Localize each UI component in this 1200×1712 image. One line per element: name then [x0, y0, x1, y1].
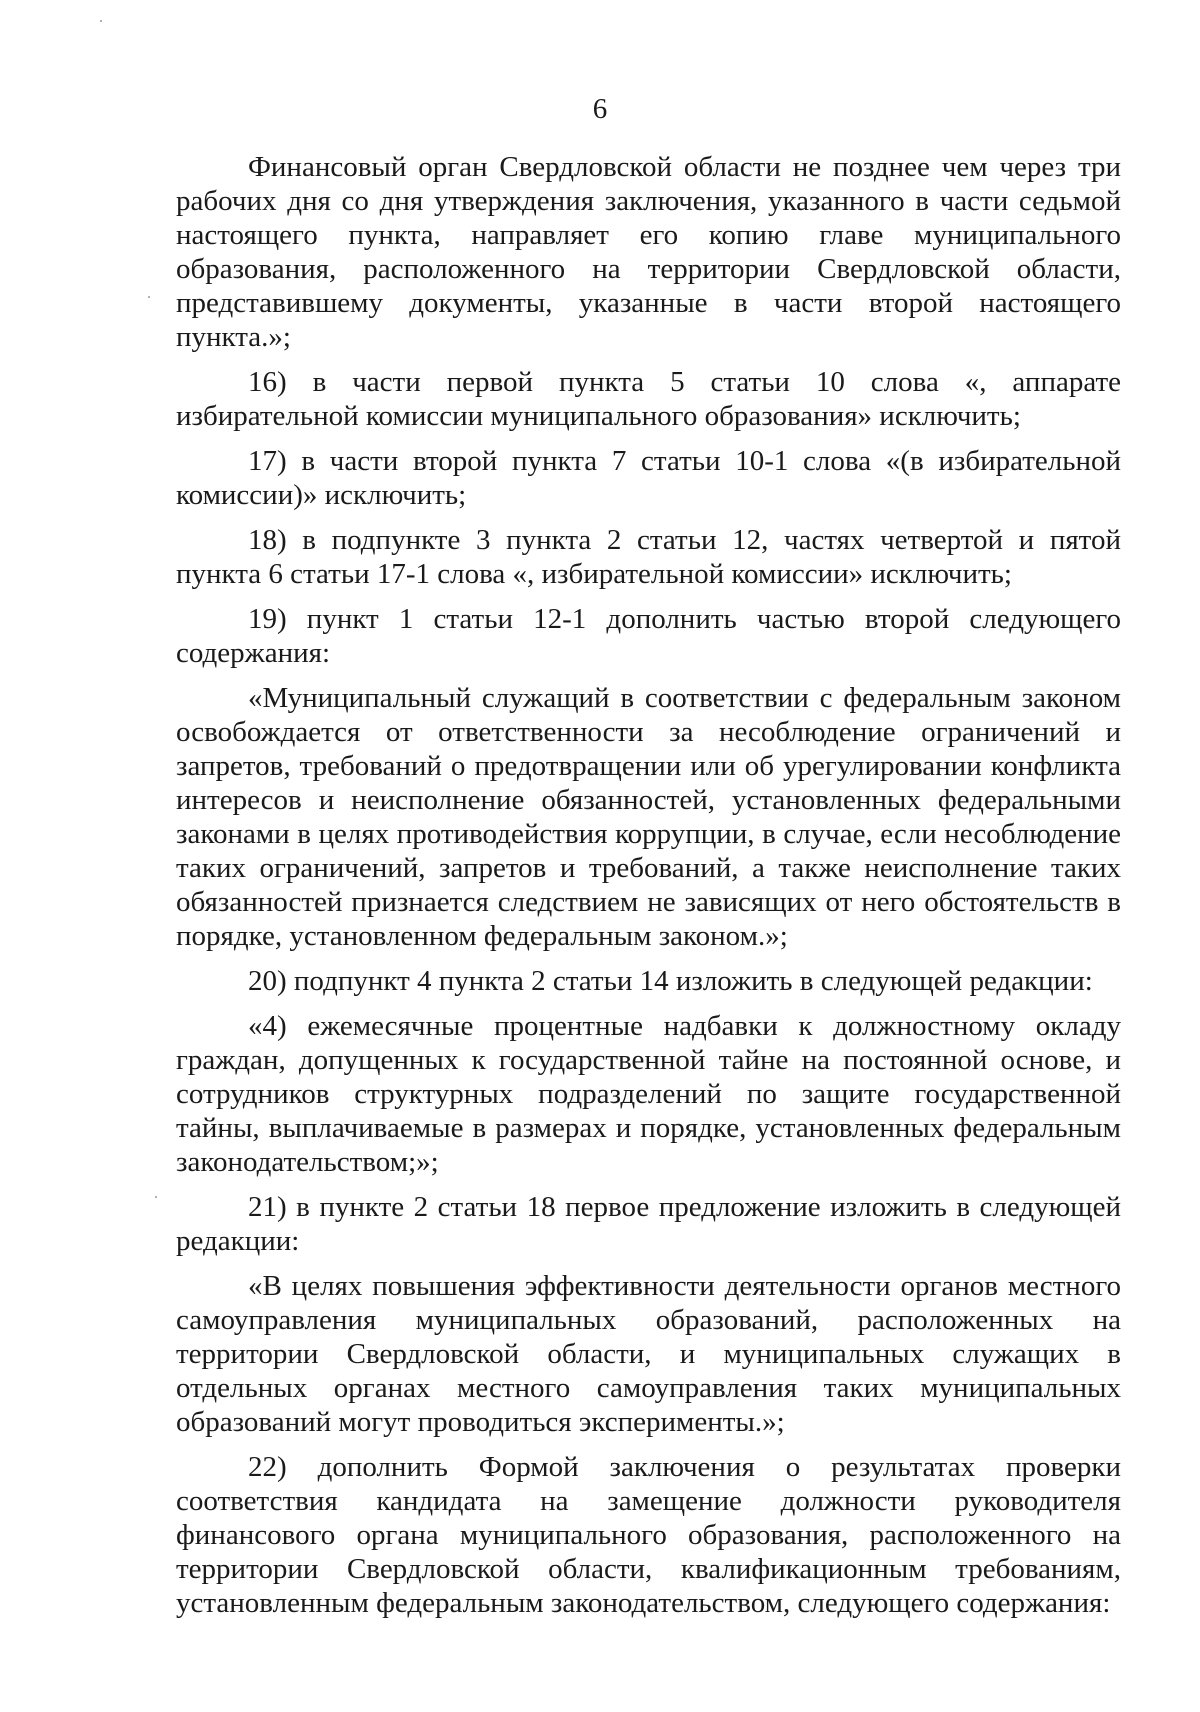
- paragraph-item-16: 16) в части первой пункта 5 статьи 10 слова «, аппарате избирательной комиссии муниципального образования» исключить;: [176, 366, 1121, 432]
- scan-speck: [100, 20, 102, 22]
- scan-speck: [148, 296, 150, 298]
- paragraph-item-19: 19) пункт 1 статьи 12-1 дополнить частью второй следующего содержания:: [176, 603, 1121, 669]
- paragraph-financial-body-notice: Финансовый орган Свердловской области не позднее чем через три рабочих дня со дня утверждения заключения, указанного в части седьмой настоящего пункта, направляет его копию главе муниципального образования, расположенного на территории Свердловской области, представившему документы, указанные в части второй настоящего пункта.»;: [176, 151, 1121, 353]
- page-number: 6: [592, 93, 608, 125]
- paragraph-quote-monthly-allowances: «4) ежемесячные процентные надбавки к должностному окладу граждан, допущенных к государственной тайне на постоянной основе, и сотрудников структурных подразделений по защите государственной тайны, выплачиваемые в размерах и порядке, установленных федеральным законодательством;»;: [176, 1010, 1121, 1178]
- paragraph-quote-experiments: «В целях повышения эффективности деятельности органов местного самоуправления муниципальных образований, расположенных на территории Свердловской области, и муниципальных служащих в отдельных органах местного самоуправления таких муниципальных образований могут проводиться эксперименты.»;: [176, 1270, 1121, 1438]
- scan-speck: [155, 1196, 157, 1198]
- paragraph-quote-municipal-servant: «Муниципальный служащий в соответствии с федеральным законом освобождается от ответственности за несоблюдение ограничений и запретов, требований о предотвращении или об урегулировании конфликта интересов и неисполнение обязанностей, установленных федеральными законами в целях противодействия коррупции, в случае, если несоблюдение таких ограничений, запретов и требований, а также неисполнение таких обязанностей признается следствием не зависящих от него обстоятельств в порядке, установленном федеральным законом.»;: [176, 682, 1121, 952]
- paragraph-item-22: 22) дополнить Формой заключения о результатах проверки соответствия кандидата на замещение должности руководителя финансового органа муниципального образования, расположенного на территории Свердловской области, квалификационным требованиям, установленным федеральным законодательством, следующего содержания:: [176, 1451, 1121, 1619]
- document-body: [176, 150, 1121, 1631]
- paragraph-item-18: 18) в подпункте 3 пункта 2 статьи 12, частях четвертой и пятой пункта 6 статьи 17-1 слова «, избирательной комиссии» исключить;: [176, 524, 1121, 590]
- paragraph-item-21: 21) в пункте 2 статьи 18 первое предложение изложить в следующей редакции:: [176, 1191, 1121, 1257]
- paragraph-item-20: 20) подпункт 4 пункта 2 статьи 14 изложить в следующей редакции:: [248, 965, 1093, 997]
- paragraph-item-17: 17) в части второй пункта 7 статьи 10-1 слова «(в избирательной комиссии)» исключить;: [176, 445, 1121, 511]
